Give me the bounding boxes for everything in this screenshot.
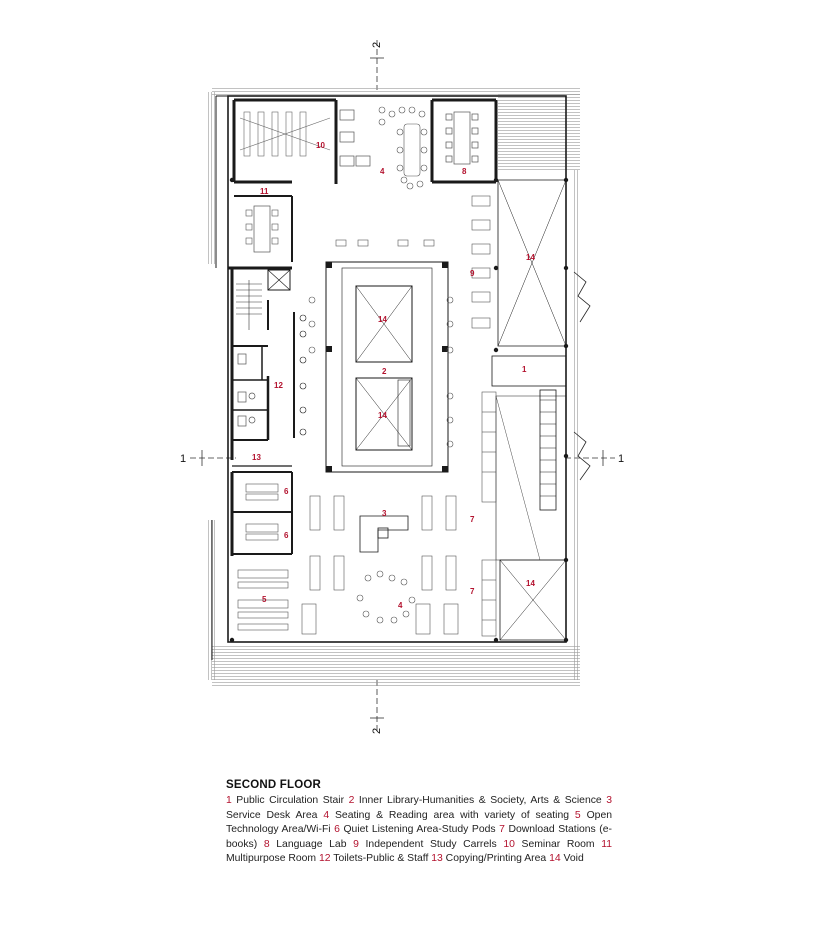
toilet-fixtures (238, 354, 255, 426)
structural-columns (230, 178, 568, 642)
legend-number: 14 (549, 853, 561, 865)
seating-cluster-bottom (357, 571, 415, 623)
legend-number: 9 (353, 838, 359, 850)
legend-label: Void (560, 853, 584, 865)
room-tag-service-desk: 3 (382, 509, 387, 518)
room-tag-multipurpose: 11 (260, 187, 269, 196)
multipurpose-room (234, 196, 292, 262)
legend-label: Toilets-Public & Staff (330, 853, 432, 865)
room-tag-seating-top: 4 (380, 167, 385, 176)
legend-label: Independent Study Carrels (358, 838, 504, 850)
room-tag-void-right-top: 14 (526, 253, 535, 262)
core-stair-treads (236, 280, 262, 330)
shelving-lower (302, 496, 458, 634)
room-tag-void-right-bottom: 14 (526, 579, 535, 588)
service-desk (360, 516, 408, 552)
room-tag-public-stair: 1 (522, 365, 527, 374)
legend-number: 13 (431, 853, 443, 865)
section-marker-2-bottom: 2 (371, 727, 383, 734)
legend-number: 7 (499, 824, 505, 836)
room-tag-seminar: 10 (316, 141, 325, 150)
void-right-top (498, 180, 566, 346)
void-right-bottom (500, 560, 566, 640)
room-tag-pod-b: 6 (284, 531, 289, 540)
legend-number: 12 (318, 853, 331, 865)
legend-label: Public Circulation Stair (231, 795, 349, 806)
left-rooms-lower (232, 466, 292, 556)
room-tag-copying: 13 (252, 453, 261, 462)
legend-label: Quiet Listening Area-Study Pods (339, 824, 500, 836)
room-tag-carrels: 9 (470, 269, 475, 278)
stacks-left (294, 312, 306, 438)
room-tag-void-upper-well: 14 (378, 315, 387, 324)
room-tag-download-b: 7 (470, 587, 475, 596)
legend-number: 10 (503, 838, 515, 850)
legend-label: Language Lab (269, 838, 354, 850)
legend-number: 5 (574, 809, 581, 821)
legend-label: Seating & Reading area with variety of seating (329, 809, 575, 821)
top-room-walls (234, 100, 496, 184)
plan-legend (226, 779, 612, 867)
legend-label: Download Stations (e-books) (226, 824, 612, 850)
room-tag-toilets: 12 (274, 381, 283, 390)
download-stations (482, 392, 496, 636)
room-tag-pod-a: 6 (284, 487, 289, 496)
legend-label: Multipurpose Room (226, 853, 319, 865)
legend-number: 11 (601, 838, 613, 850)
section-marker-1-left: 1 (180, 453, 187, 465)
legend-label: Service Desk Area (226, 809, 324, 821)
room-tag-language-lab: 8 (462, 167, 467, 176)
room-tag-void-lower-well: 14 (378, 411, 387, 420)
plan-title: SECOND FLOOR (226, 779, 322, 791)
language-lab-table (446, 112, 478, 164)
well-columns (326, 262, 448, 472)
legend-label: Seminar Room (514, 838, 602, 850)
room-tag-download-a: 7 (470, 515, 475, 524)
study-carrels (472, 196, 490, 328)
legend-number: 8 (263, 838, 270, 850)
section-marker-1-right: 1 (618, 453, 625, 465)
legend-label: Copying/Printing Area (442, 853, 550, 865)
legend-number: 4 (323, 809, 330, 821)
legend-label: Open Technology Area/Wi-Fi (226, 809, 612, 836)
legend-list (226, 794, 612, 867)
legend-number: 6 (334, 824, 340, 836)
inner-library-well (326, 262, 448, 472)
legend-number: 1 (226, 795, 232, 806)
legend-number: 3 (606, 795, 612, 806)
public-stair (492, 356, 566, 560)
study-desks-top (340, 110, 370, 166)
section-marker-2-top: 2 (371, 41, 383, 48)
legend-number: 2 (348, 795, 355, 806)
room-tag-seating-bottom: 4 (398, 601, 403, 610)
room-tag-inner-library: 2 (382, 367, 387, 376)
legend-label: Inner Library-Humanities & Society, Arts & Science (354, 795, 607, 806)
room-tag-tech-area: 5 (262, 595, 267, 604)
section-line-2 (370, 40, 384, 732)
service-core (228, 268, 292, 460)
seating-cluster-top (379, 107, 427, 189)
